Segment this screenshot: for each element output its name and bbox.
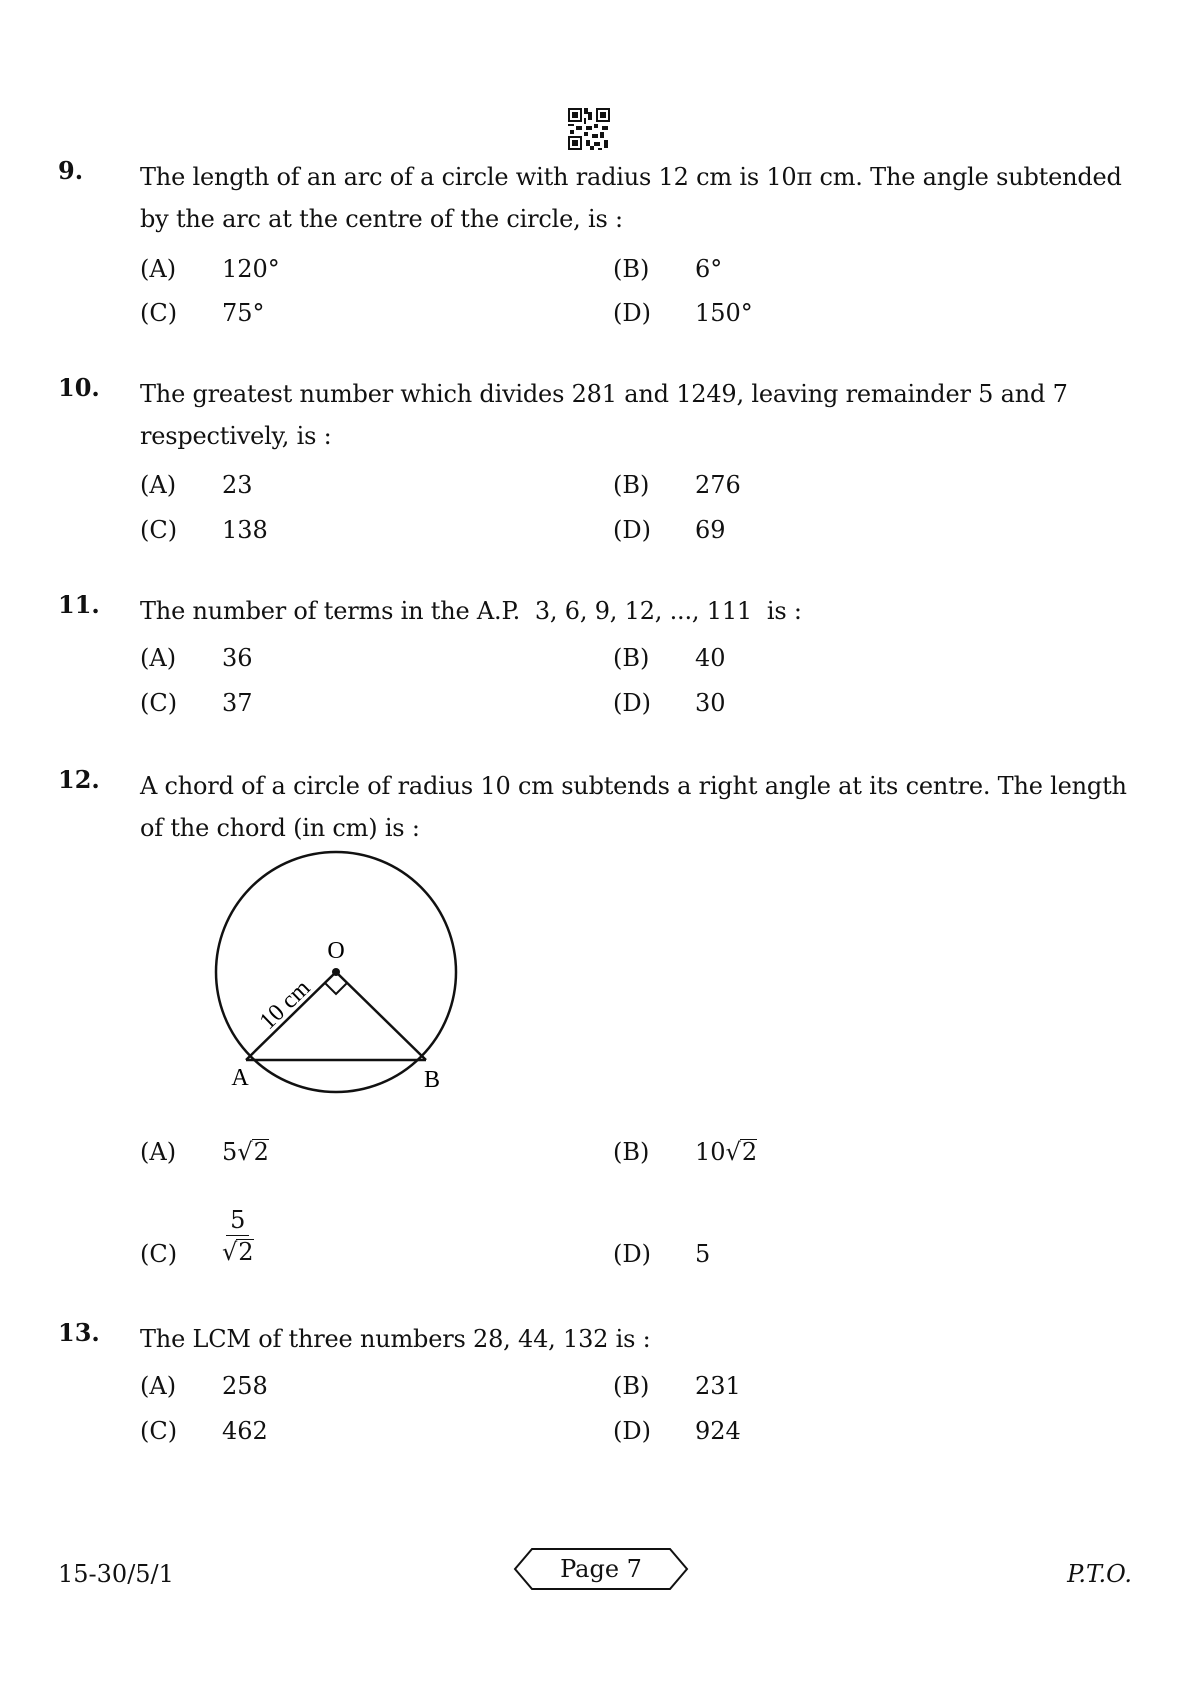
option-label: (B): [613, 1138, 650, 1166]
radical-icon: √: [222, 1238, 238, 1266]
option-label: (C): [140, 689, 178, 717]
option-label: (B): [613, 644, 650, 672]
question-text: The greatest number which divides 281 and 1249, leaving remainder 5 and 7 respectively, is :: [140, 380, 1068, 450]
option-label: (A): [140, 255, 177, 283]
option-label: (A): [140, 644, 177, 672]
question-12: [58, 765, 1138, 1325]
question-text: A chord of a circle of radius 10 cm subtends a right angle at its centre. The length of the chord (in cm) is :: [140, 772, 1127, 842]
question-text: The length of an arc of a circle with radius 12 cm is 10π cm. The angle subtended by the arc at the centre of the circle, is :: [140, 163, 1122, 233]
numerator: 5: [226, 1205, 249, 1236]
option-value: 36: [222, 644, 253, 672]
option-value: 23: [222, 471, 253, 499]
option-value: 75°: [222, 299, 265, 327]
center-point: [332, 968, 340, 976]
option-label: (D): [613, 516, 651, 544]
option-value: [695, 1138, 757, 1166]
radicand: 2: [238, 1238, 254, 1266]
option-value: [222, 1138, 269, 1166]
option-label: (C): [140, 516, 178, 544]
question-13: [58, 1318, 1138, 1458]
radicand: 2: [741, 1138, 758, 1166]
question-text: The LCM of three numbers 28, 44, 132 is :: [140, 1325, 651, 1353]
option-value: 924: [695, 1417, 741, 1445]
coefficient: 10: [695, 1138, 726, 1166]
qr-code-icon: [568, 108, 610, 150]
question-number: 12.: [58, 765, 100, 794]
option-value: 120°: [222, 255, 280, 283]
option-value: 40: [695, 644, 726, 672]
option-value: 150°: [695, 299, 753, 327]
option-value: 37: [222, 689, 253, 717]
point-b-label: B: [423, 1067, 441, 1093]
fraction: [222, 1205, 254, 1268]
page-label: Page 7: [560, 1555, 642, 1583]
question-11: [58, 590, 1138, 730]
circle-chord-diagram: [208, 850, 468, 1100]
option-label: (A): [140, 471, 177, 499]
center-label: O: [327, 938, 345, 964]
question-text: The number of terms in the A.P. 3, 6, 9, 12, ..., 111 is :: [140, 597, 802, 625]
denominator: [222, 1236, 254, 1268]
option-label: (B): [613, 255, 650, 283]
option-label: (C): [140, 1240, 178, 1268]
page-number-badge: [512, 1546, 690, 1592]
option-value: 276: [695, 471, 741, 499]
option-label: (D): [613, 689, 651, 717]
question-10: [58, 373, 1138, 553]
point-a-label: A: [231, 1065, 249, 1091]
option-value: 5: [695, 1240, 711, 1268]
coefficient: 5: [222, 1138, 238, 1166]
question-number: 10.: [58, 373, 100, 402]
radical-icon: √: [725, 1138, 741, 1166]
option-label: (A): [140, 1138, 177, 1166]
question-number: 11.: [58, 590, 100, 619]
radius-label: 10 cm: [254, 975, 316, 1035]
option-value: [222, 1205, 254, 1268]
option-value: 6°: [695, 255, 723, 283]
question-number: 9.: [58, 156, 84, 185]
option-label: (D): [613, 299, 651, 327]
option-label: (D): [613, 1240, 651, 1268]
pto-label: P.T.O.: [1067, 1560, 1132, 1588]
option-label: (B): [613, 471, 650, 499]
question-number: 13.: [58, 1318, 100, 1347]
option-value: 462: [222, 1417, 268, 1445]
option-value: 138: [222, 516, 268, 544]
option-value: 231: [695, 1372, 741, 1400]
radicand: 2: [253, 1138, 269, 1166]
option-value: 258: [222, 1372, 268, 1400]
paper-code: 15-30/5/1: [58, 1560, 174, 1588]
option-label: (D): [613, 1417, 651, 1445]
option-value: 30: [695, 689, 726, 717]
option-label: (C): [140, 299, 178, 327]
option-label: (C): [140, 1417, 178, 1445]
option-label: (A): [140, 1372, 177, 1400]
radical-icon: √: [237, 1138, 253, 1166]
option-value: 69: [695, 516, 726, 544]
option-label: (B): [613, 1372, 650, 1400]
question-9: [58, 156, 1138, 336]
